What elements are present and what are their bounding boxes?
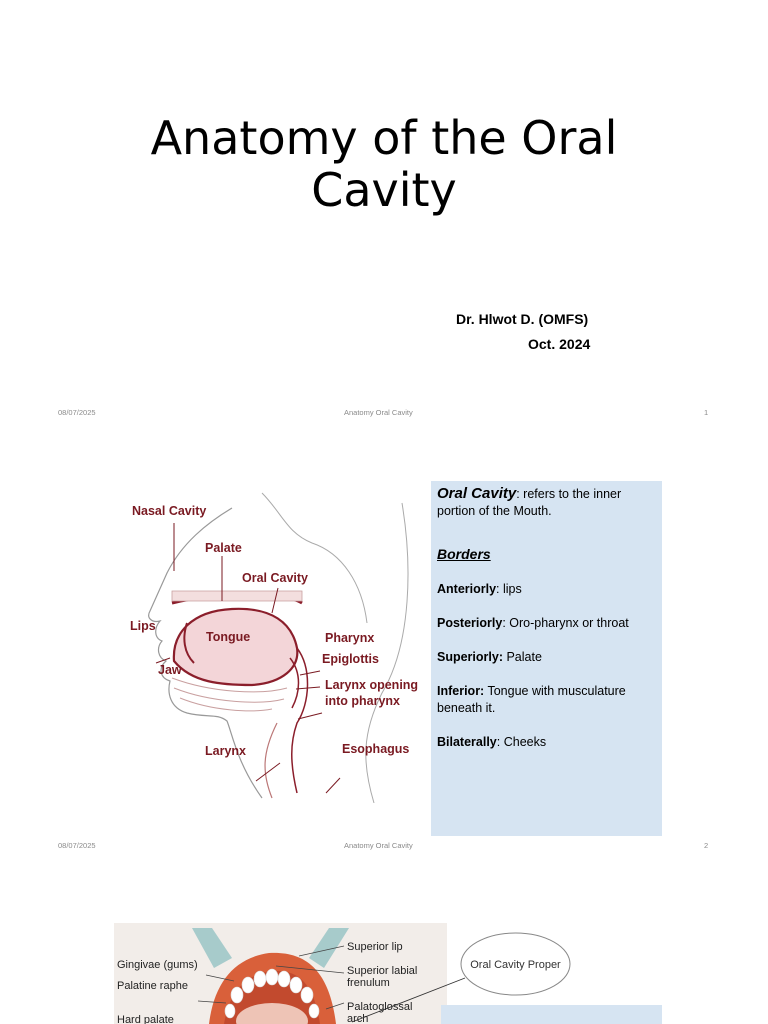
inferior-value: Tongue with musculature beneath it.: [437, 684, 626, 715]
label-palatoglossal-line-1: Palatoglossal: [347, 1001, 413, 1013]
label-superior-labial-line-1: Superior labial: [347, 965, 418, 977]
label-nasal-cavity: Nasal Cavity: [132, 504, 207, 518]
tongue-shape: [174, 609, 297, 685]
slide-1: [0, 0, 768, 433]
footer-title: Anatomy Oral Cavity: [344, 841, 413, 850]
label-palatoglossal-line-2: arch: [347, 1013, 369, 1024]
footer-date: 08/07/2025: [58, 408, 96, 417]
posteriorly-label: Posteriorly: [437, 616, 503, 630]
bilaterally-label: Bilaterally: [437, 735, 497, 749]
slide-number: 2: [704, 841, 709, 850]
posteriorly-value: : Oro-pharynx or throat: [502, 616, 629, 630]
label-oral-cavity: Oral Cavity: [242, 571, 309, 585]
oral-cavity-definition: : refers to the inner portion of the Mouth.: [437, 487, 622, 518]
superiorly-value: Palate: [503, 650, 542, 664]
label-jaw: Jaw: [158, 663, 182, 677]
label-superior-labial-line-2: frenulum: [347, 977, 390, 989]
oral-cavity-info-box: [431, 481, 662, 836]
label-gingivae: Gingivae (gums): [117, 959, 198, 971]
inferior-label: Inferior:: [437, 684, 485, 698]
anteriorly-value: : lips: [496, 582, 522, 596]
footer-date: 08/07/2025: [58, 841, 96, 850]
slide-2: [0, 433, 768, 866]
label-epiglottis: Epiglottis: [322, 652, 379, 666]
callout-text: Oral Cavity Proper: [470, 959, 561, 971]
label-palatine-raphe: Palatine raphe: [117, 980, 188, 992]
label-larynx-opening-line-2: into pharynx: [325, 694, 401, 708]
footer-title: Anatomy Oral Cavity: [344, 408, 413, 417]
bilaterally-value: : Cheeks: [496, 735, 547, 749]
label-larynx-opening-line-1: Larynx opening: [325, 678, 419, 692]
oral-cavity-heading: Oral Cavity: [437, 485, 517, 502]
label-larynx: Larynx: [205, 744, 246, 758]
oral-cavity-proper-callout: [460, 932, 571, 996]
label-superior-lip-first: Superior lip: [347, 941, 403, 953]
label-esophagus: Esophagus: [342, 742, 410, 756]
borders-heading: Borders: [437, 546, 491, 562]
label-tongue: Tongue: [206, 630, 251, 644]
pharynx-shape: [292, 648, 308, 793]
presentation-date: Oct. 2024: [528, 336, 591, 352]
superiorly-label: Superiorly:: [437, 650, 503, 664]
anteriorly-label: Anteriorly: [437, 582, 497, 596]
slide-title: Anatomy of the Oral Cavity: [150, 111, 618, 217]
label-pharynx: Pharynx: [325, 631, 375, 645]
slide-number: 1: [704, 408, 709, 417]
author-name: Dr. Hlwot D. (OMFS): [456, 311, 589, 327]
label-palate: Palate: [205, 541, 242, 555]
label-hard-palate: Hard palate: [117, 1014, 174, 1024]
slide-3: [0, 866, 768, 1024]
label-lips: Lips: [130, 619, 156, 633]
oral-cavity-sagittal-diagram: [112, 463, 442, 803]
info-box-top-edge: [441, 1005, 662, 1024]
